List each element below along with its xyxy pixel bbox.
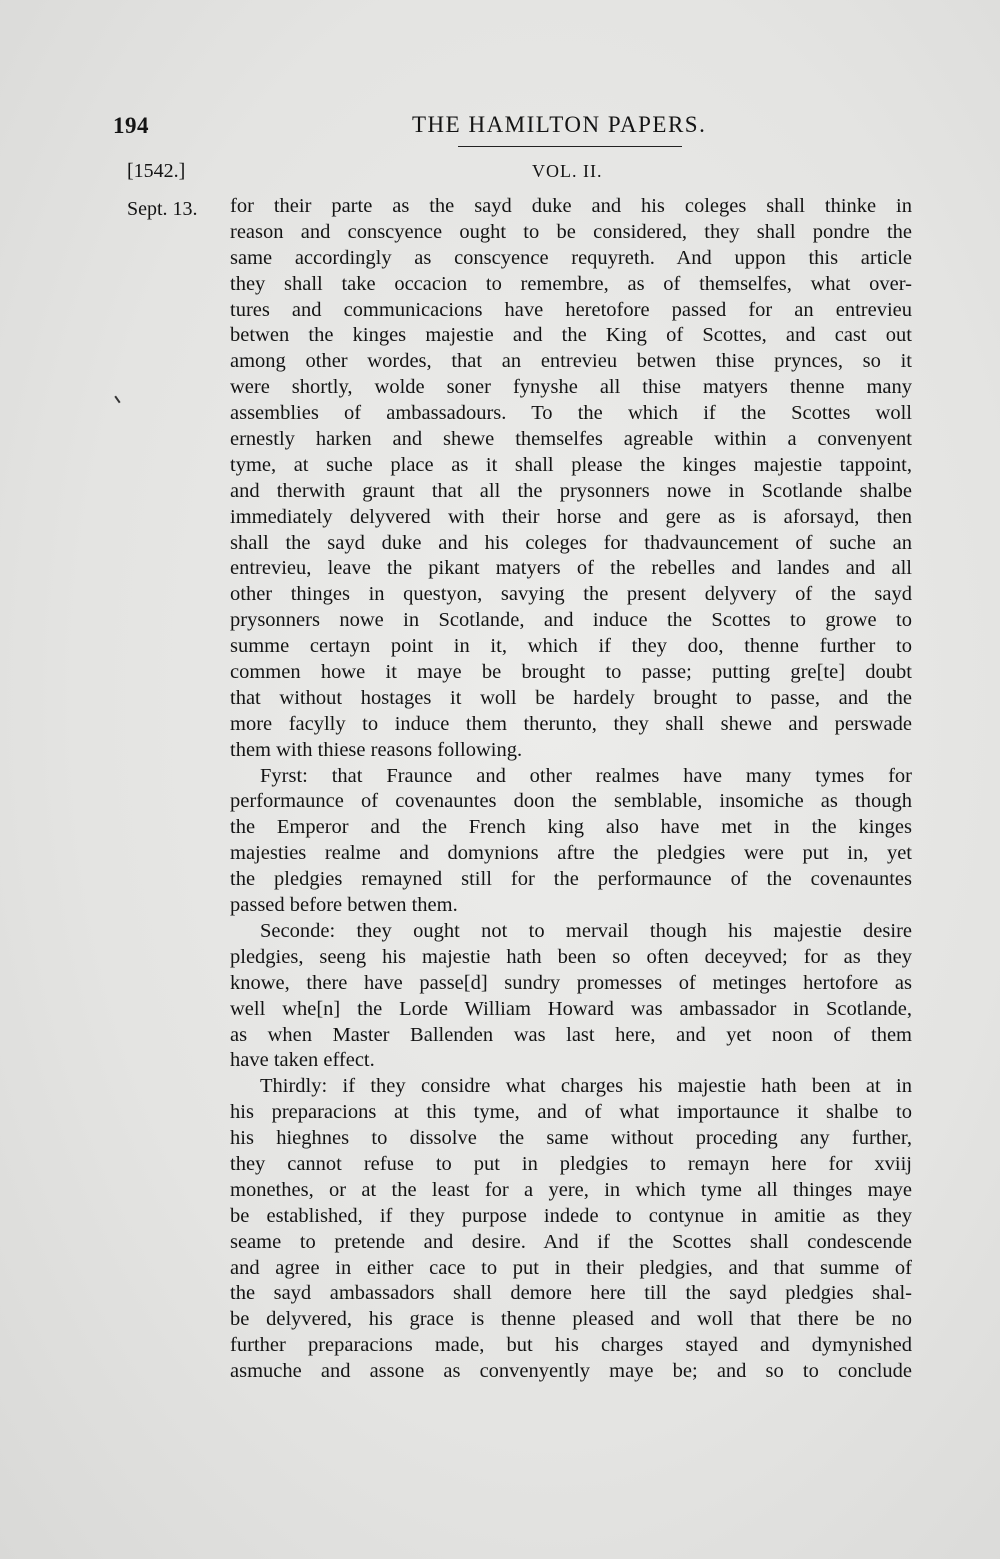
text-line: assemblies of ambassadours. To the which if the Scottes woll [230,402,912,425]
text-line: performaunce of covenauntes doon the semblable, insomiche as though [230,790,912,813]
text-line: they cannot refuse to put in pledgies to remayn here for xviij [230,1152,912,1175]
running-title: THE HAMILTON PAPERS. [412,112,707,137]
text-line: asmuche and assone as convenyently maye be; and so to conclude [230,1360,912,1383]
text-line: the Emperor and the French king also have met in the kinges [230,816,912,839]
body-text [230,194,912,1385]
text-line: tyme, at suche place as it shall please the kinges majestie tappoint, [230,453,912,476]
text-line: they shall take occacion to remembre, as of themselfes, what over- [230,272,912,295]
text-line: Fyrst: that Fraunce and other realmes have many tymes for [260,764,912,787]
text-line: other thinges in questyon, savying the present delyvery of the sayd [230,583,912,606]
text-line: more facylly to induce them therunto, they shall shewe and perswade [230,712,912,735]
text-line: his preparacions at this tyme, and of what importaunce it shalbe to [230,1101,912,1124]
text-line: passed before betwen them. [230,894,458,917]
text-line: majesties realme and domynions aftre the pledgies were put in, yet [230,842,912,865]
margin-date: Sept. 13. [127,198,198,220]
text-line: prysonners nowe in Scotlande, and induce the Scottes to growe to [230,609,912,632]
text-line: immediately delyvered with their horse and gere as is aforsayd, then [230,505,912,528]
text-line: the sayd ambassadors shall demore here till the sayd pledgies shal- [230,1282,912,1305]
text-line: knowe, there have passe[d] sundry promesses of metinges hertofore as [230,971,912,994]
text-line: reason and conscyence ought to be considered, they shall pondre the [230,220,912,243]
text-line: were shortly, wolde soner fynyshe all thise matyers thenne many [230,376,912,399]
text-line: them with thiese reasons following. [230,738,523,761]
page-number: 194 [113,113,149,138]
text-line: have taken effect. [230,1049,375,1072]
text-line: for their parte as the sayd duke and his coleges shall thinke in [230,195,912,217]
text-line: commen howe it maye be brought to passe; putting gre[te] doubt [230,661,912,684]
volume-label: VOL. II. [532,161,603,181]
text-line: the pledgies remayned still for the performaunce of the covenauntes [230,868,912,891]
text-line: entrevieu, leave the pikant matyers of the rebelles and landes and all [230,557,912,580]
text-line: Thirdly: if they considre what charges his majestie hath been at in [260,1075,912,1098]
text-line: his hieghnes to dissolve the same without proceding any further, [230,1127,912,1150]
text-line: and therwith graunt that all the prysonners nowe in Scotlande shalbe [230,479,912,502]
margin-mark [114,393,124,404]
text-line: be established, if they purpose indede to contynue in amitie as they [230,1204,912,1227]
text-line: same accordingly as conscyence requyreth. And uppon this article [230,246,912,269]
text-line: tures and communicacions have heretofore passed for an entrevieu [230,298,912,321]
text-line: as when Master Ballenden was last here, and yet noon of them [230,1023,912,1046]
text-line: among other wordes, that an entrevieu betwen thise prynces, so it [230,350,912,373]
text-line: Seconde: they ought not to mervail though his majestie desire [260,919,912,942]
text-line: well whe[n] the Lorde William Howard was ambassador in Scotlande, [230,997,912,1020]
text-line: betwen the kinges majestie and the King of Scottes, and cast out [230,324,912,347]
text-line: ernestly harken and shewe themselfes agreable within a convenyent [230,428,912,451]
text-line: shall the sayd duke and his coleges for thadvauncement of suche an [230,531,912,554]
text-line: be delyvered, his grace is thenne pleased and woll that there be no [230,1308,912,1331]
text-line: further preparacions made, but his charges stayed and dymynished [230,1334,912,1357]
year-label: [1542.] [127,160,186,182]
text-line: monethes, or at the least for a yere, in which tyme all thinges maye [230,1178,912,1201]
text-line: that without hostages it woll be hardely brought to passe, and the [230,686,912,709]
text-line: seame to pretende and desire. And if the Scottes shall condescende [230,1230,912,1253]
title-rule [458,146,682,147]
text-line: pledgies, seeng his majestie hath been so often deceyved; for as they [230,945,912,968]
text-line: and agree in either cace to put in their pledgies, and that summe of [230,1256,912,1279]
text-line: summe certayn point in it, which if they doo, thenne further to [230,635,912,658]
